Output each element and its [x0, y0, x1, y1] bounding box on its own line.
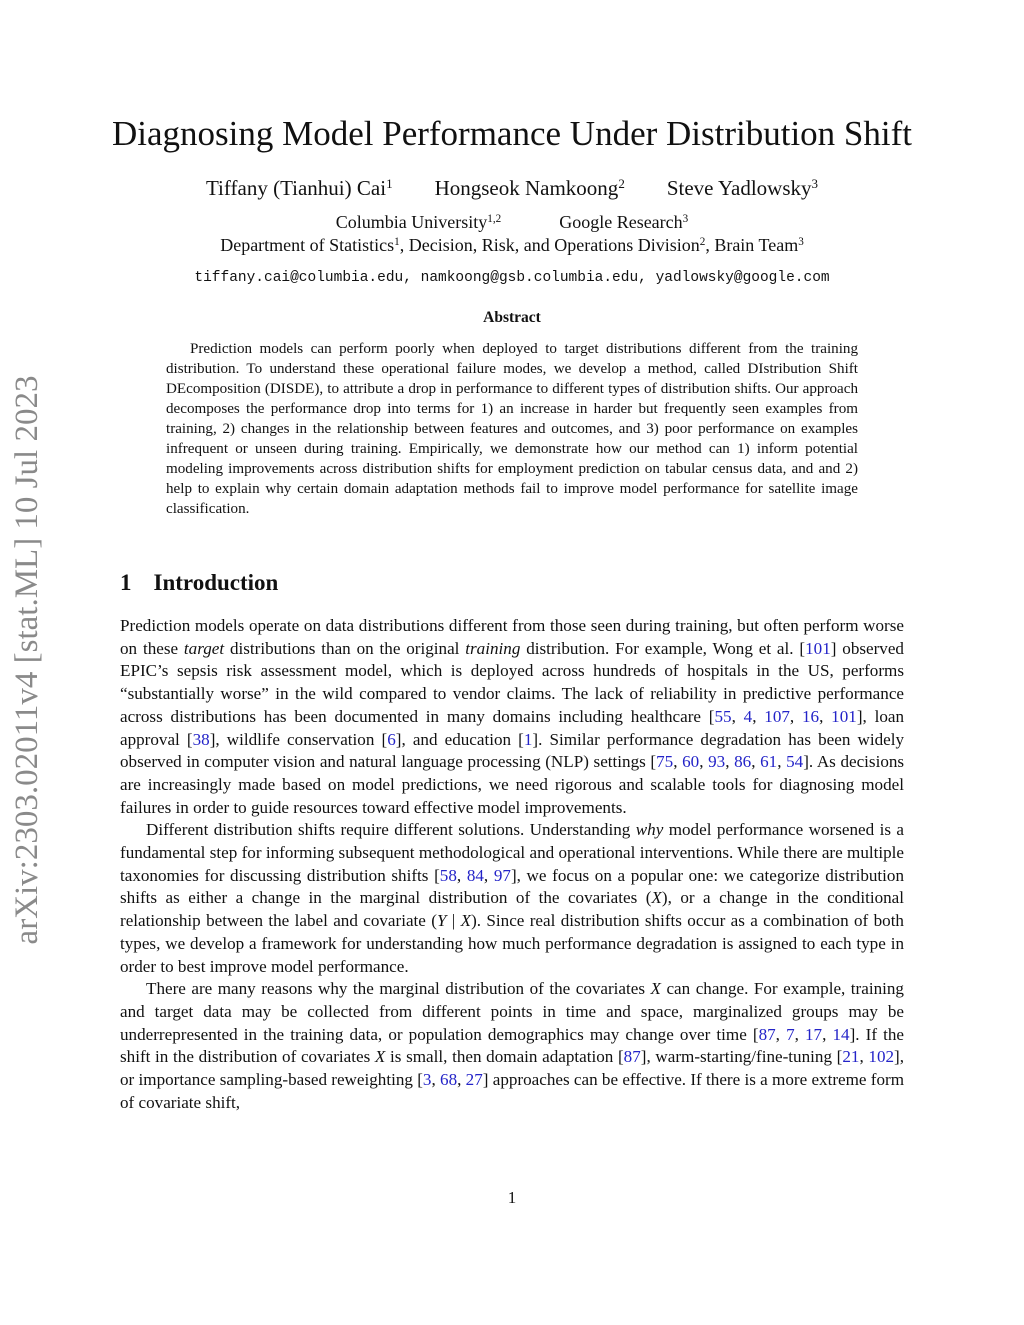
- citation-link[interactable]: 3: [422, 1070, 432, 1090]
- citation-group: 87, 7, 17, 14: [758, 1024, 850, 1044]
- citation-link[interactable]: 87: [758, 1024, 776, 1044]
- citation-link[interactable]: 21: [842, 1047, 860, 1067]
- citation-link[interactable]: 55: [714, 706, 732, 726]
- citation-link[interactable]: 102: [868, 1047, 895, 1067]
- citation-link[interactable]: 60: [682, 752, 700, 772]
- section-title-text: Introduction: [153, 570, 279, 595]
- author-list: [100, 174, 924, 202]
- abstract-heading: Abstract: [483, 309, 541, 326]
- affiliation-list: [100, 210, 924, 234]
- citation-link[interactable]: 93: [708, 752, 726, 772]
- citation-group: 75, 60, 93, 86, 61, 54: [656, 752, 804, 772]
- citation-link[interactable]: 86: [734, 752, 752, 772]
- paragraph: There are many reasons why the marginal distribution of the covariates X can change. For example, training and target data may be collected from different points in time and space, marginalized groups may be underrepresented in the training data, or population demographics may change over time [87, 7, 17, 14]. If the shift in the distribution of covariates X is small, then domain adaptation [87], warm-starting/fine-tuning [21, 102], or importance sampling-based reweighting [3, 68, 27] approaches can be effective. If there is a more extreme form of covariate shift,: [120, 979, 905, 1112]
- affiliation: Google Research$^3$: [559, 212, 689, 232]
- section-heading: [120, 568, 278, 598]
- citation-link[interactable]: 58: [439, 865, 457, 885]
- citation-link[interactable]: 97: [493, 865, 511, 885]
- paragraph: Different distribution shifts require different solutions. Understanding why model performance worsened is a fundamental step for informing subsequent methodological and operational interventions. While there are multiple taxonomies for discussing distribution shifts [58, 84, 97], we focus on a popular one: we categorize distribution shifts as either a change in the marginal distribution of the covariates (X), or a change in the conditional relationship between the label and covariate (Y | X). Since real distribution shifts occur as a combination of both types, we develop a framework for understanding how much performance degradation is assigned to each type in order to best improve model performance.: [120, 820, 905, 976]
- author: Tiffany (Tianhui) Cai$^1$: [205, 175, 393, 200]
- citation-link[interactable]: 14: [832, 1024, 850, 1044]
- citation-link[interactable]: 87: [623, 1047, 641, 1067]
- abstract-text: Prediction models can perform poorly when deployed to target distributions different from the training distribution. To understand these operational failure modes, we develop a method, called DIstribution Shift DEcomposition (DISDE), to attribute a drop in performance to different types of distribution shifts. Our approach decomposes the performance drop into terms for 1) an increase in harder but frequently seen examples from training, 2) changes in the relationship between features and outcomes, and 3) poor performance on examples infrequent or unseen during training. Empirically, we demonstrate how our method can 1) inform potential modeling improvements across distribution shifts for employment prediction on tabular census data, and and 2) help to explain why certain domain adaptation methods fail to improve model performance for satellite image classification.: [166, 341, 858, 517]
- section-number: 1: [120, 570, 132, 595]
- citation-link[interactable]: 54: [786, 752, 804, 772]
- citation-link[interactable]: 6: [387, 729, 396, 749]
- citation-link[interactable]: 68: [440, 1070, 458, 1090]
- citation-group: 21, 102: [842, 1047, 895, 1067]
- citation-link[interactable]: 38: [192, 729, 210, 749]
- author: Steve Yadlowsky$^3$: [666, 175, 819, 200]
- author: Hongseok Namkoong$^2$: [434, 175, 625, 200]
- paragraph: Prediction models operate on data distributions different from those seen during training, but often perform worse on these target distributions than on the original training distribution. For example, Wong et al. [101] observed EPIC’s sepsis risk assessment model, which is deployed across hundreds of hospitals in the US, performs “substantially worse” in the wild compared to vendor claims. The lack of reliability in predictive performance across distributions has been documented in many domains including healthcare [55, 4, 107, 16, 101], loan approval [38], wildlife conservation [6], and education [1]. Similar performance degradation has been widely observed in computer vision and natural language processing (NLP) settings [75, 60, 93, 86, 61, 54]. As decisions are increasingly made based on model predictions, we need rigorous and scalable tools for diagnosing model failures in order to guide resources toward effective model improvements.: [120, 616, 905, 817]
- citation-link[interactable]: 101: [805, 638, 831, 658]
- citation-link[interactable]: 16: [802, 706, 820, 726]
- page-number: 1: [507, 1188, 517, 1207]
- citation-link[interactable]: 75: [656, 752, 674, 772]
- citation-group: 55, 4, 107, 16, 101: [714, 706, 857, 726]
- citation-link[interactable]: 27: [465, 1070, 483, 1090]
- citation-link[interactable]: 1: [523, 729, 533, 749]
- author-emails: tiffany.cai@columbia.edu, namkoong@gsb.columbia.edu, yadlowsky@google.com: [194, 270, 830, 286]
- citation-link[interactable]: 84: [466, 865, 484, 885]
- citation-link[interactable]: 17: [805, 1024, 823, 1044]
- department-line: Department of Statistics$^1$, Decision, Risk, and Operations Division$^2$, Brain Team$^3$: [220, 235, 804, 255]
- affiliation: Columbia University$^{1,2}$: [335, 212, 502, 232]
- citation-link[interactable]: 101: [831, 706, 857, 726]
- citation-link[interactable]: 61: [760, 752, 778, 772]
- citation-group: 58, 84, 97: [439, 865, 511, 885]
- citation-link[interactable]: 4: [743, 706, 753, 726]
- citation-link[interactable]: 107: [764, 706, 790, 726]
- body-text: [120, 615, 904, 1114]
- paper-title: Diagnosing Model Performance Under Distribution Shift: [111, 114, 912, 153]
- citation-group: 3, 68, 27: [422, 1070, 483, 1090]
- arxiv-identifier-stamp: arXiv:2303.02011v4 [stat.ML] 10 Jul 2023: [9, 375, 45, 945]
- citation-link[interactable]: 7: [786, 1024, 795, 1044]
